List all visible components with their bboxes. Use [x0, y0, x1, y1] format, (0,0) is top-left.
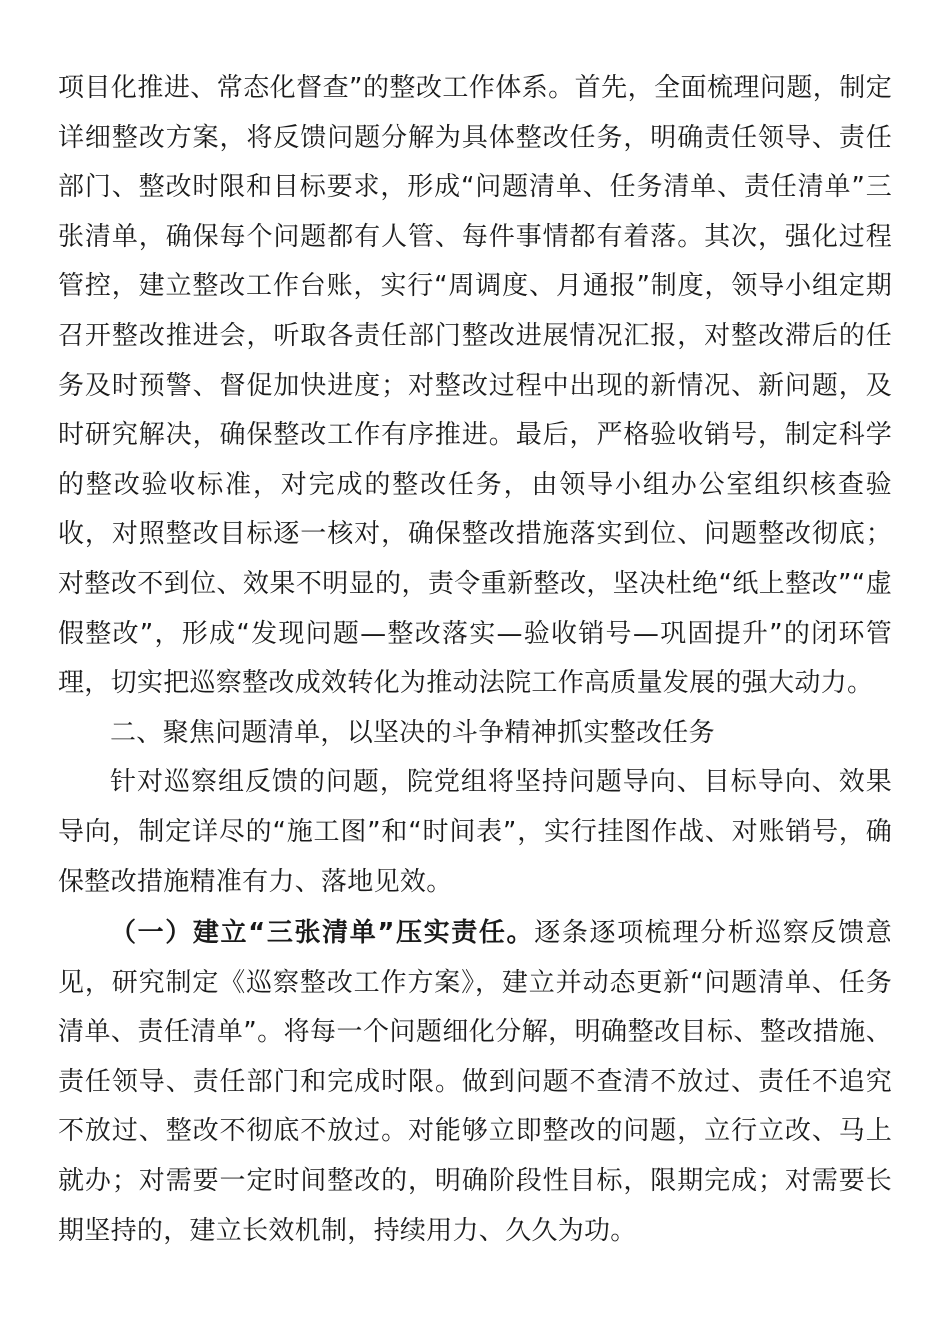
subsection-1-paragraph: [58, 909, 892, 1256]
document-page: [58, 64, 892, 1256]
section-2-heading: 二、聚焦问题清单，以坚决的斗争精神抓实整改任务: [110, 717, 715, 748]
subsection-1-body: 逐条逐项梳理分析巡察反馈意见，研究制定《巡察整改工作方案》，建立并动态更新“问题清单、任务清单、责任清单”。将每一个问题细化分解，明确整改目标、整改措施、责任领导、责任部门和完成时限。做到问题不查清不放过、责任不追究不放过、整改不彻底不放过。对能够立即整改的问题，立行立改、马上就办；对需要一定时间整改的，明确阶段性目标，限期完成；对需要长期坚持的，建立长效机制，持续用力、久久为功。: [58, 918, 892, 1246]
subsection-1-title: （一）建立“三张清单”压实责任。: [110, 918, 535, 949]
body-paragraph-2: 针对巡察组反馈的问题，院党组将坚持问题导向、目标导向、效果导向，制定详尽的“施工图”和“时间表”，实行挂图作战、对账销号，确保整改措施精准有力、落地见效。: [58, 767, 892, 897]
body-paragraph-1: 项目化推进、常态化督查”的整改工作体系。首先，全面梳理问题，制定详细整改方案，将反馈问题分解为具体整改任务，明确责任领导、责任部门、整改时限和目标要求，形成“问题清单、任务清单、责任清单”三张清单，确保每个问题都有人管、每件事情都有着落。其次，强化过程管控，建立整改工作台账，实行“周调度、月通报”制度，领导小组定期召开整改推进会，听取各责任部门整改进展情况汇报，对整改滞后的任务及时预警、督促加快进度；对整改过程中出现的新情况、新问题，及时研究解决，确保整改工作有序推进。最后，严格验收销号，制定科学的整改验收标准，对完成的整改任务，由领导小组办公室组织核查验收，对照整改目标逐一核对，确保整改措施落实到位、问题整改彻底；对整改不到位、效果不明显的，责令重新整改，坚决杜绝“纸上整改”“虚假整改”，形成“发现问题—整改落实—验收销号—巩固提升”的闭环管理，切实把巡察整改成效转化为推动法院工作高质量发展的强大动力。: [58, 73, 892, 699]
